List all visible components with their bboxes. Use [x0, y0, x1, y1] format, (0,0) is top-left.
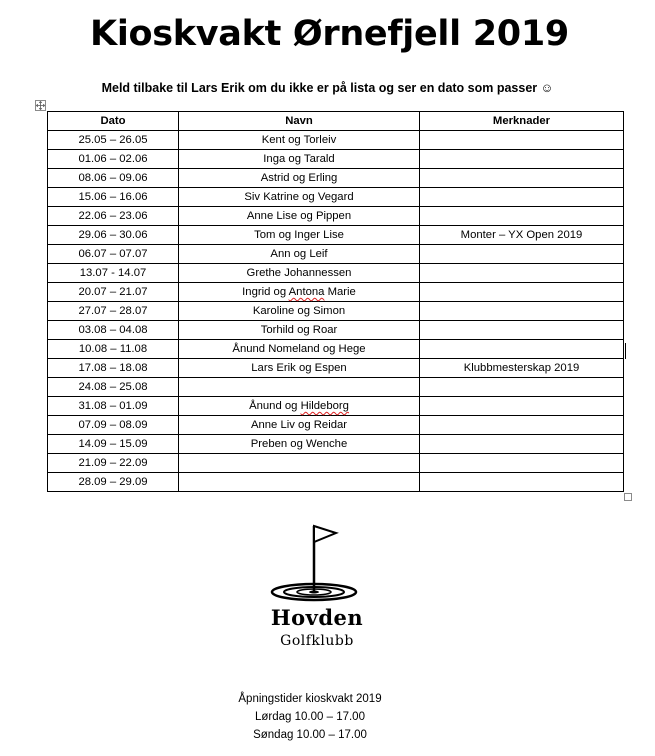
header-merknader: Merknader: [420, 112, 624, 131]
cell-dato[interactable]: 28.09 – 29.09: [48, 473, 179, 492]
cell-dato[interactable]: 03.08 – 04.08: [48, 321, 179, 340]
cell-navn[interactable]: [179, 397, 420, 416]
cell-navn[interactable]: Anne Liv og Reidar: [179, 416, 420, 435]
cell-merknad[interactable]: Monter – YX Open 2019: [420, 226, 624, 245]
table-row: [48, 454, 624, 473]
table-row: [48, 435, 624, 454]
cell-merknad[interactable]: Klubbmesterskap 2019: [420, 359, 624, 378]
table-resize-handle[interactable]: [624, 493, 632, 501]
spellcheck-word: Antona: [288, 286, 325, 298]
cell-dato[interactable]: 24.08 – 25.08: [48, 378, 179, 397]
table-row: [48, 416, 624, 435]
subtitle-text: Meld tilbake til Lars Erik om du ikke er på lista og ser en dato som passer: [101, 81, 538, 95]
cell-merknad[interactable]: [420, 416, 624, 435]
cell-navn[interactable]: [179, 378, 420, 397]
cell-navn[interactable]: Astrid og Erling: [179, 169, 420, 188]
header-dato: Dato: [48, 112, 179, 131]
document-title: Kioskvakt Ørnefjell 2019: [90, 14, 569, 54]
header-navn: Navn: [179, 112, 420, 131]
smiley-icon: ☺: [540, 81, 554, 95]
cell-navn[interactable]: Grethe Johannessen: [179, 264, 420, 283]
cell-merknad[interactable]: [420, 321, 624, 340]
cell-dato[interactable]: 20.07 – 21.07: [48, 283, 179, 302]
text-cursor: [625, 343, 626, 359]
cell-dato[interactable]: 13.07 - 14.07: [48, 264, 179, 283]
cell-dato[interactable]: 10.08 – 11.08: [48, 340, 179, 359]
cell-dato[interactable]: 06.07 – 07.07: [48, 245, 179, 264]
cell-navn[interactable]: Karoline og Simon: [179, 302, 420, 321]
cell-merknad[interactable]: [420, 207, 624, 226]
cell-dato[interactable]: 07.09 – 08.09: [48, 416, 179, 435]
cell-merknad[interactable]: [420, 302, 624, 321]
opening-hours-saturday: Lørdag 10.00 – 17.00: [255, 711, 365, 723]
cell-dato[interactable]: 01.06 – 02.06: [48, 150, 179, 169]
cell-dato[interactable]: 21.09 – 22.09: [48, 454, 179, 473]
cell-dato[interactable]: 25.05 – 26.05: [48, 131, 179, 150]
table-row: [48, 169, 624, 188]
cell-merknad[interactable]: [420, 188, 624, 207]
cell-dato[interactable]: 31.08 – 01.09: [48, 397, 179, 416]
cell-merknad[interactable]: [420, 473, 624, 492]
cell-dato[interactable]: 22.06 – 23.06: [48, 207, 179, 226]
table-row: [48, 378, 624, 397]
cell-merknad[interactable]: [420, 378, 624, 397]
opening-hours: [0, 690, 620, 744]
cell-merknad[interactable]: [420, 435, 624, 454]
cell-navn[interactable]: [179, 454, 420, 473]
cell-dato[interactable]: 15.06 – 16.06: [48, 188, 179, 207]
table-row: [48, 283, 624, 302]
logo-name: Hovden: [270, 605, 364, 630]
cell-navn[interactable]: Siv Katrine og Vegard: [179, 188, 420, 207]
cell-merknad[interactable]: [420, 131, 624, 150]
table-row: [48, 321, 624, 340]
table-header-row: [48, 112, 624, 131]
golf-flag-icon: [262, 520, 372, 610]
cell-merknad[interactable]: [420, 340, 624, 359]
table-row: [48, 340, 624, 359]
table-row: [48, 245, 624, 264]
cell-navn[interactable]: Torhild og Roar: [179, 321, 420, 340]
cell-merknad[interactable]: [420, 150, 624, 169]
table-row: [48, 473, 624, 492]
cell-dato[interactable]: 27.07 – 28.07: [48, 302, 179, 321]
cell-merknad[interactable]: [420, 397, 624, 416]
subtitle-line: [0, 80, 655, 96]
cell-dato[interactable]: 29.06 – 30.06: [48, 226, 179, 245]
cell-merknad[interactable]: [420, 245, 624, 264]
table-row: [48, 188, 624, 207]
cell-navn[interactable]: [179, 473, 420, 492]
table-row: [48, 264, 624, 283]
cell-dato[interactable]: 08.06 – 09.06: [48, 169, 179, 188]
cell-merknad[interactable]: [420, 454, 624, 473]
name-text: Marie: [324, 286, 356, 298]
name-text: Ingrid og: [242, 286, 289, 298]
cell-navn[interactable]: Kent og Torleiv: [179, 131, 420, 150]
cell-navn[interactable]: Preben og Wenche: [179, 435, 420, 454]
cell-merknad[interactable]: [420, 169, 624, 188]
opening-hours-heading: Åpningstider kioskvakt 2019: [238, 693, 382, 705]
cell-navn[interactable]: Lars Erik og Espen: [179, 359, 420, 378]
schedule-table: [47, 111, 624, 492]
cell-dato[interactable]: 14.09 – 15.09: [48, 435, 179, 454]
cell-navn[interactable]: Inga og Tarald: [179, 150, 420, 169]
cell-navn[interactable]: [179, 283, 420, 302]
table-row: [48, 131, 624, 150]
logo-subname: Golfklubb: [280, 633, 354, 649]
table-move-handle-icon[interactable]: [35, 100, 46, 111]
table-row: [48, 226, 624, 245]
cell-merknad[interactable]: [420, 283, 624, 302]
table-row: [48, 302, 624, 321]
table-row: [48, 207, 624, 226]
spellcheck-word: Hildeborg: [300, 400, 349, 412]
cell-navn[interactable]: Ånund Nomeland og Hege: [179, 340, 420, 359]
name-text: Ånund og: [249, 400, 301, 412]
cell-navn[interactable]: Anne Lise og Pippen: [179, 207, 420, 226]
cell-navn[interactable]: Ann og Leif: [179, 245, 420, 264]
opening-hours-sunday: Søndag 10.00 – 17.00: [253, 729, 367, 741]
table-row: [48, 397, 624, 416]
table-row: [48, 359, 624, 378]
cell-merknad[interactable]: [420, 264, 624, 283]
hovden-golfklubb-logo: [262, 520, 372, 660]
cell-dato[interactable]: 17.08 – 18.08: [48, 359, 179, 378]
table-row: [48, 150, 624, 169]
cell-navn[interactable]: Tom og Inger Lise: [179, 226, 420, 245]
